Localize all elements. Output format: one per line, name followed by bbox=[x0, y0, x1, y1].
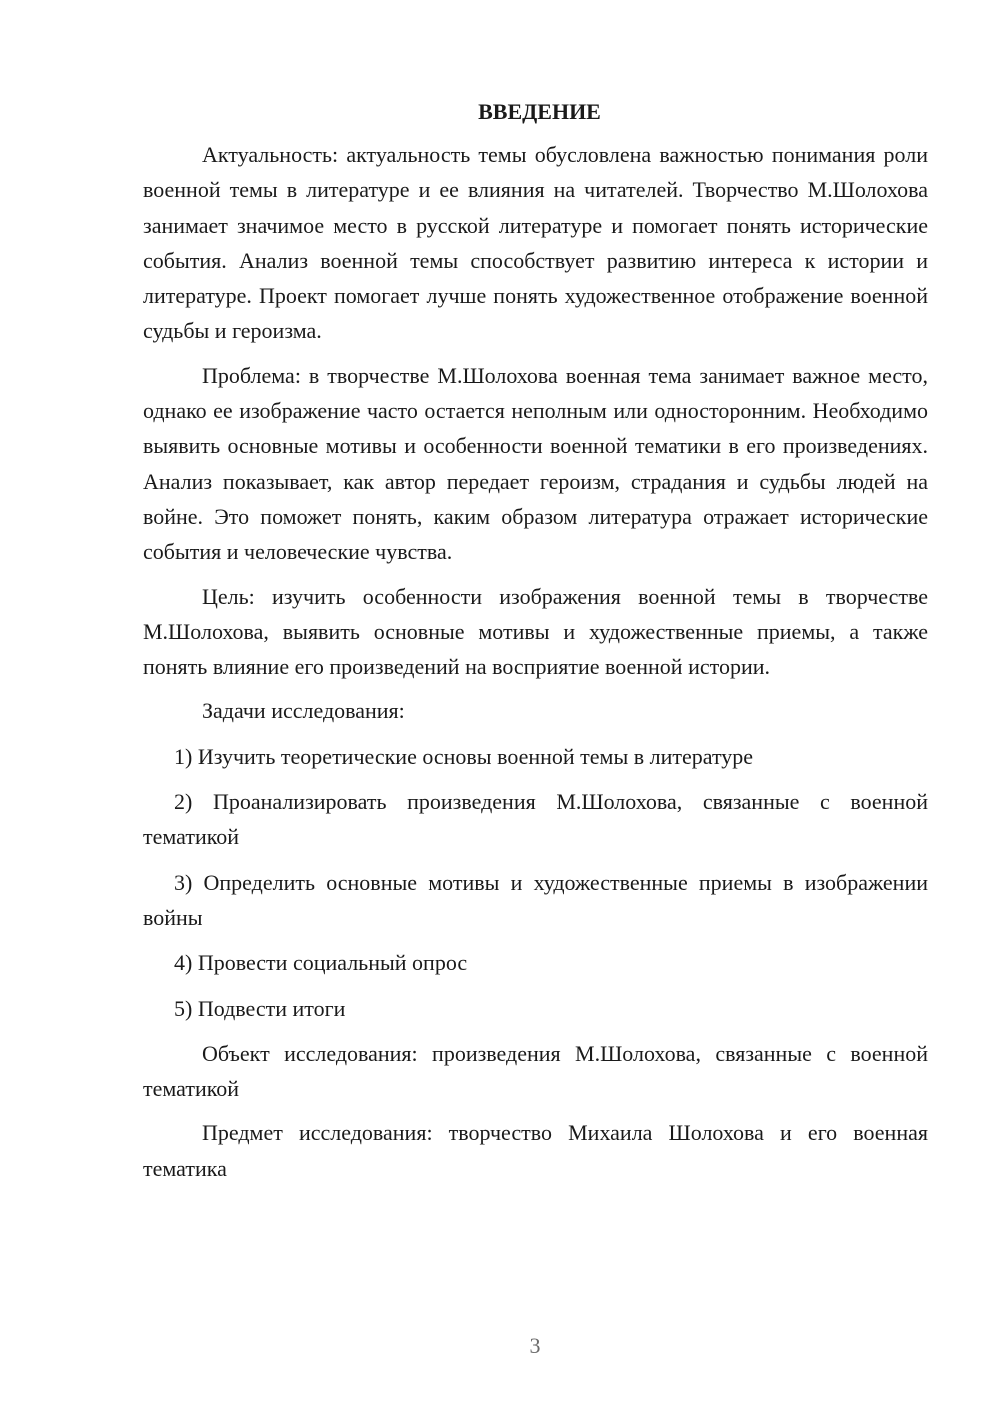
task-item-3: 3) Определить основные мотивы и художественные приемы в изображении войны bbox=[143, 869, 928, 930]
tasks-list bbox=[143, 739, 928, 1026]
paragraph-relevance: Актуальность: актуальность темы обусловлена важностью понимания роли военной темы в литературе и ее влияния на читателей. Творчество М.Шолохова занимает значимое место в русской литературе и помогает понять исторические события. Анализ военной темы способствует развитию интереса к истории и литературе. Проект помогает лучше понять художественное отображение военной судьбы и героизма. bbox=[143, 142, 928, 344]
paragraph-tasks-heading: Задачи исследования: bbox=[202, 698, 405, 724]
paragraph-object: Объект исследования: произведения М.Шолохова, связанные с военной тематикой bbox=[143, 1040, 928, 1102]
section-title: ВВЕДЕНИЕ bbox=[478, 99, 601, 124]
task-item-1: 1) Изучить теоретические основы военной темы в литературе bbox=[174, 743, 754, 769]
task-item-4: 4) Провести социальный опрос bbox=[174, 950, 468, 976]
paragraph-goal: Цель: изучить особенности изображения военной темы в творчестве М.Шолохова, выявить основные мотивы и художественные приемы, а также понять влияние его произведений на восприятие военной истории. bbox=[143, 583, 928, 680]
task-item-5: 5) Подвести итоги bbox=[174, 995, 346, 1021]
paragraph-subject: Предмет исследования: творчество Михаила Шолохова и его военная тематика bbox=[143, 1120, 928, 1181]
task-item-2: 2) Проанализировать произведения М.Шолохова, связанные с военной тематикой bbox=[143, 789, 928, 850]
page-number: 3 bbox=[529, 1333, 541, 1358]
paragraph-problem: Проблема: в творчестве М.Шолохова военная тема занимает важное место, однако ее изображение часто остается неполным или односторонним. Необходимо выявить основные мотивы и особенности военной тематики в его произведениях. Анализ показывает, как автор передает героизм, страдания и судьбы людей на войне. Это поможет понять, каким образом литература отражает исторические события и человеческие чувства. bbox=[143, 362, 928, 565]
page-content bbox=[143, 95, 928, 1195]
